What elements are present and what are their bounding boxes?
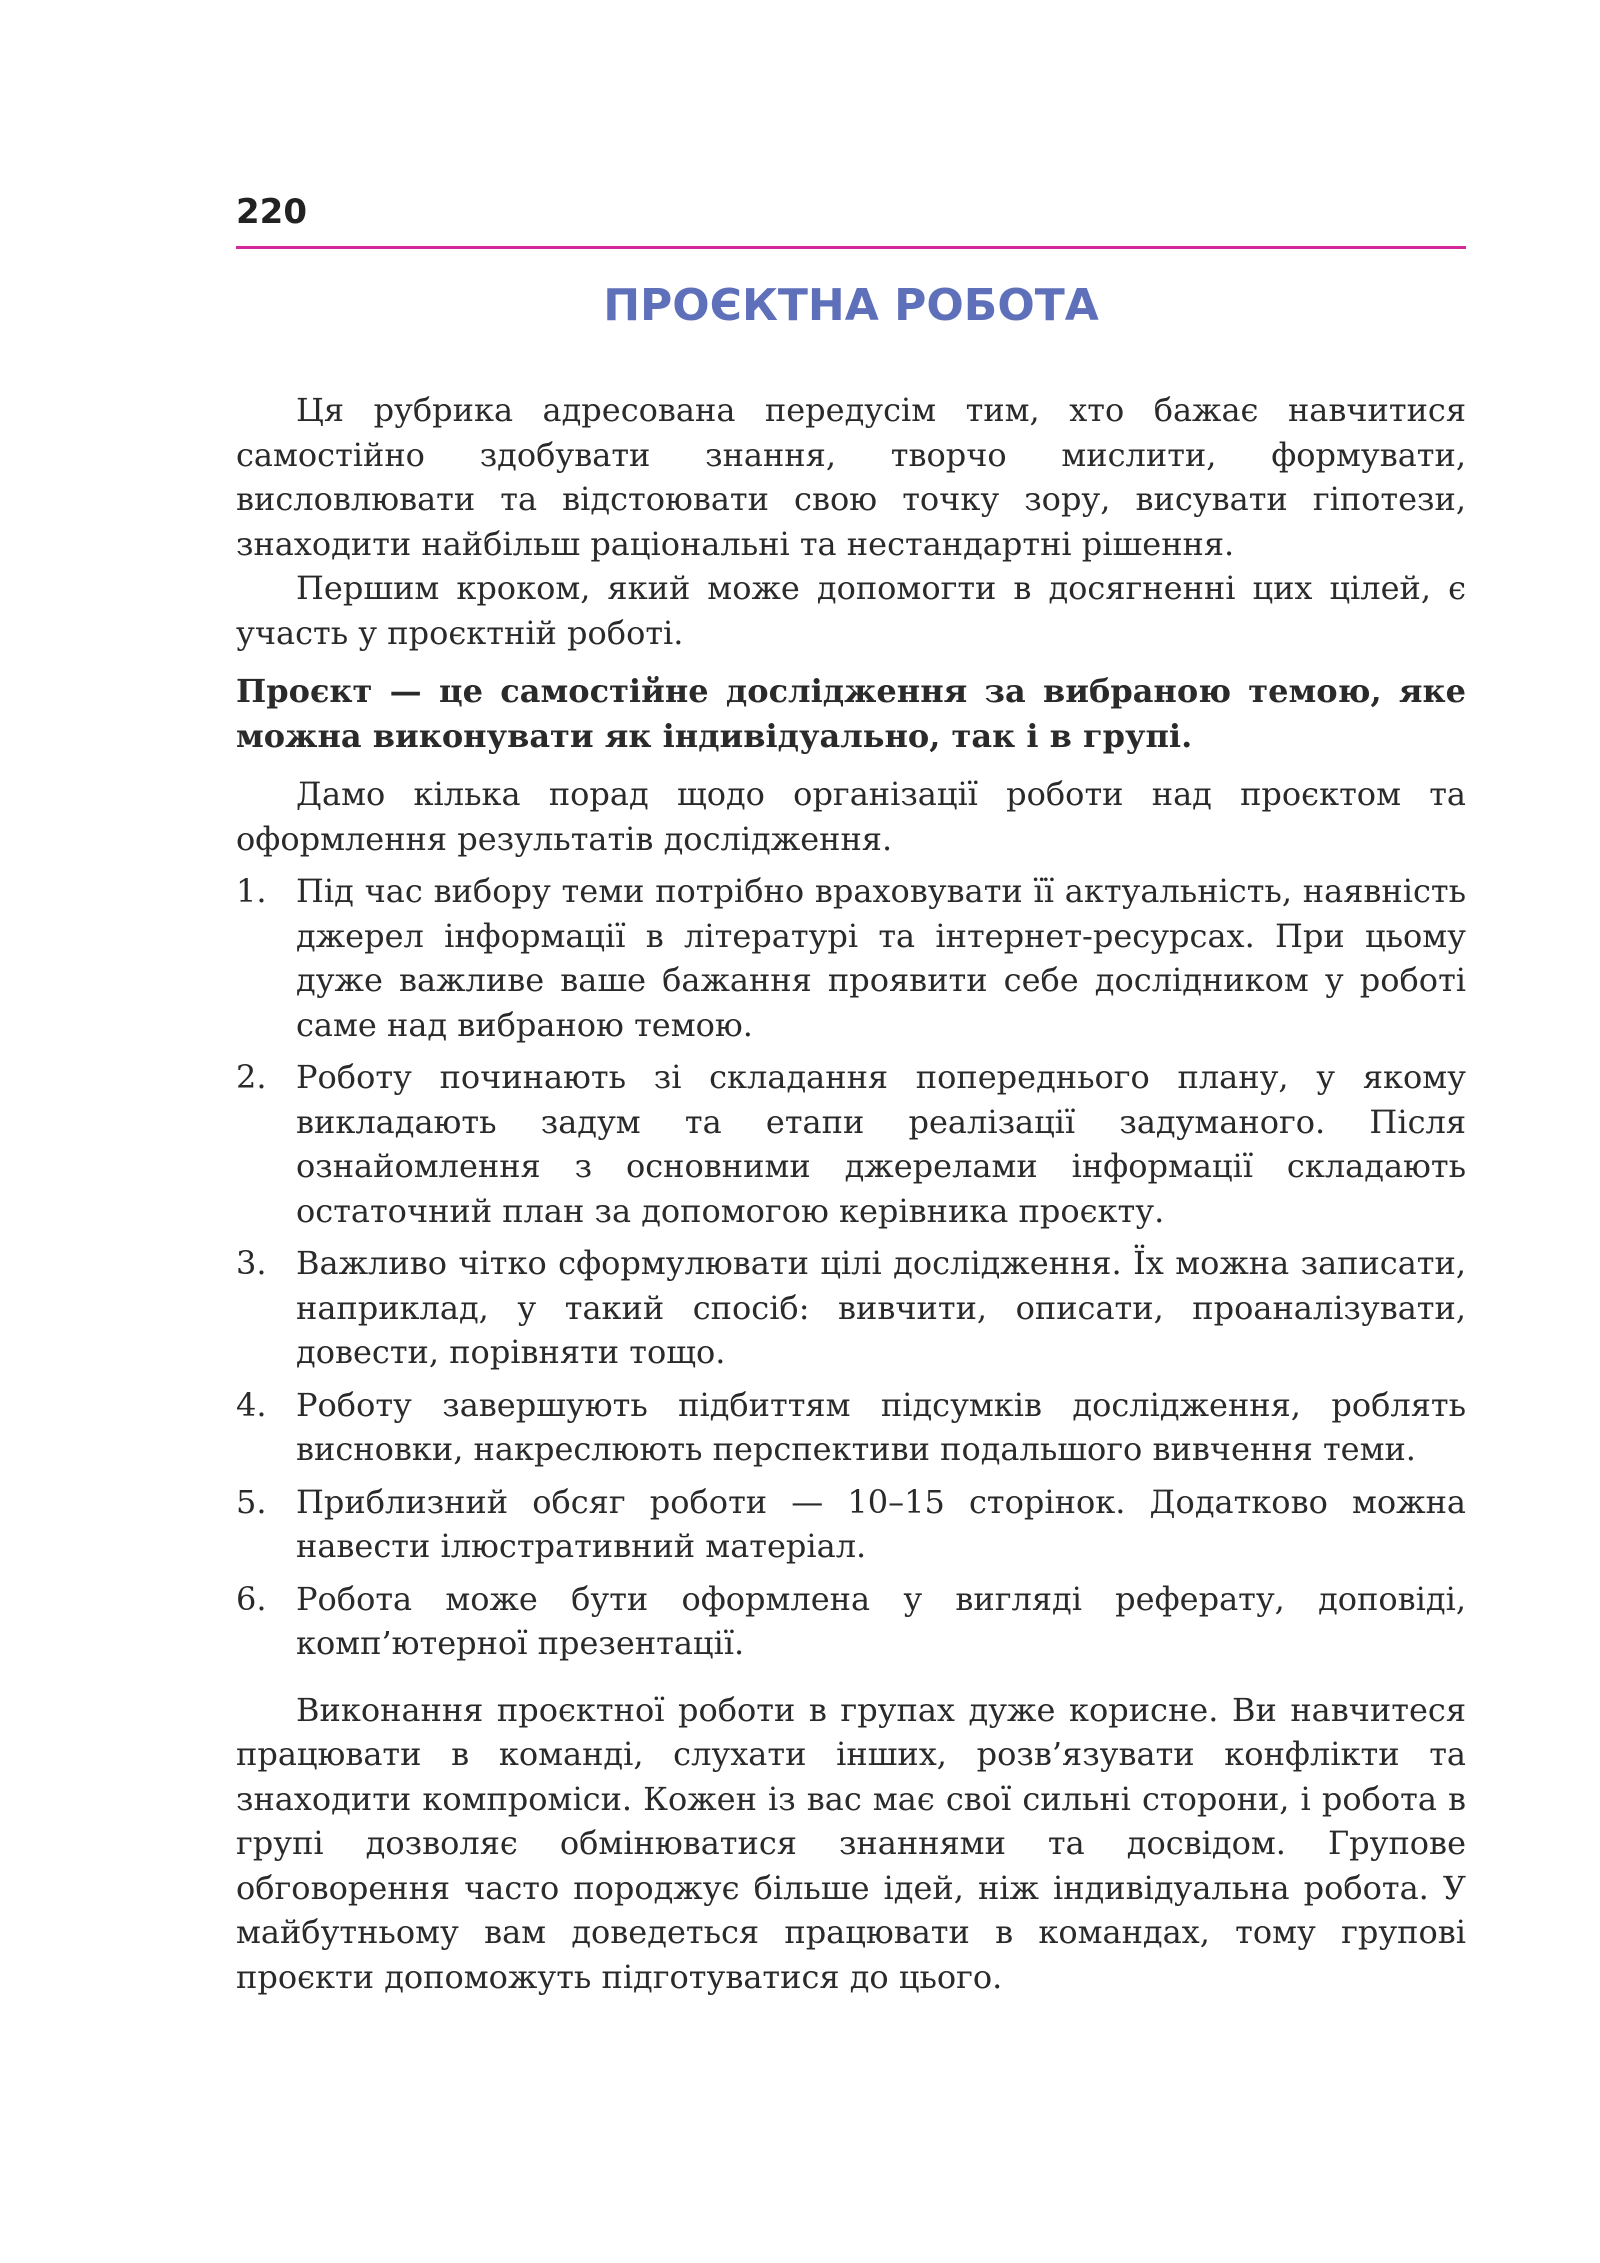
list-item — [236, 1055, 1466, 1233]
list-item — [236, 1241, 1466, 1375]
page-title: ПРОЄКТНА РОБОТА — [603, 280, 1099, 331]
list-item-text: Важливо чітко сформулювати цілі дослідження. Їх можна записати, наприклад, у такий спосіб: вивчити, описати, проаналізувати, довести, порівняти тощо. — [296, 1244, 1466, 1371]
tips-list — [236, 869, 1466, 1666]
list-item — [236, 1383, 1466, 1472]
list-item — [236, 1577, 1466, 1666]
page-content — [236, 388, 1466, 1999]
list-item-number: 6. — [236, 1579, 267, 1618]
list-item-number: 3. — [236, 1244, 267, 1282]
list-item-number: 1. — [236, 872, 267, 910]
list-item-text: Роботу завершують підбиттям підсумків дослідження, роблять висновки, накреслюють перспективи подальшого вивчення теми. — [296, 1385, 1466, 1468]
project-definition: Проєкт — це самостійне дослідження за вибраною темою, яке можна виконувати як індивідуально, так і в групі. — [236, 672, 1466, 755]
list-item-text: Приблизний обсяг роботи — 10–15 сторінок. Додатково можна навести ілюстративний матеріал. — [296, 1482, 1466, 1565]
list-item-text: Робота може бути оформлена у вигляді реферату, доповіді, комп’ютерної презентації. — [296, 1579, 1466, 1662]
intro-paragraph: Першим кроком, який може допомогти в досягненні цих цілей, є участь у проєктній роботі. — [236, 569, 1466, 652]
list-item-number: 4. — [236, 1385, 267, 1424]
list-item-number: 5. — [236, 1482, 267, 1521]
tips-intro: Дамо кілька порад щодо організації роботи над проєктом та оформлення результатів дослідження. — [236, 775, 1466, 858]
list-item-text: Під час вибору теми потрібно враховувати її актуальність, наявність джерел інформації в літературі та інтернет-ресурсах. При цьому дуже важливе ваше бажання проявити себе дослідником у роботі саме над вибраною темою. — [296, 872, 1466, 1044]
list-item-number: 2. — [236, 1058, 267, 1096]
list-item — [236, 1480, 1466, 1569]
list-item — [236, 869, 1466, 1047]
header-divider — [236, 246, 1466, 249]
intro-paragraph: Ця рубрика адресована передусім тим, хто бажає навчитися самостійно здобувати знання, творчо мислити, формувати, висловлювати та відстоювати свою точку зору, висувати гіпотези, знаходити найбільш раціональні та нестандартні рішення. — [236, 391, 1466, 563]
closing-paragraph: Виконання проєктної роботи в групах дуже корисне. Ви навчитеся працювати в команді, слухати інших, розв’язувати конфлікти та знаходити компроміси. Кожен із вас має свої сильні сторони, і робота в групі дозволяє обмінюватися знаннями та досвідом. Групове обговорення часто породжує більше ідей, ніж індивідуальна робота. У майбутньому вам доведеться працювати в командах, тому групові проєкти допоможуть підготуватися до цього. — [236, 1690, 1466, 1996]
page-number: 220 — [236, 192, 307, 232]
list-item-text: Роботу починають зі складання попереднього плану, у якому викладають задум та етапи реалізації задуманого. Після ознайомлення з основними джерелами інформації складають остаточний план за допомогою керівника проєкту. — [296, 1058, 1466, 1230]
